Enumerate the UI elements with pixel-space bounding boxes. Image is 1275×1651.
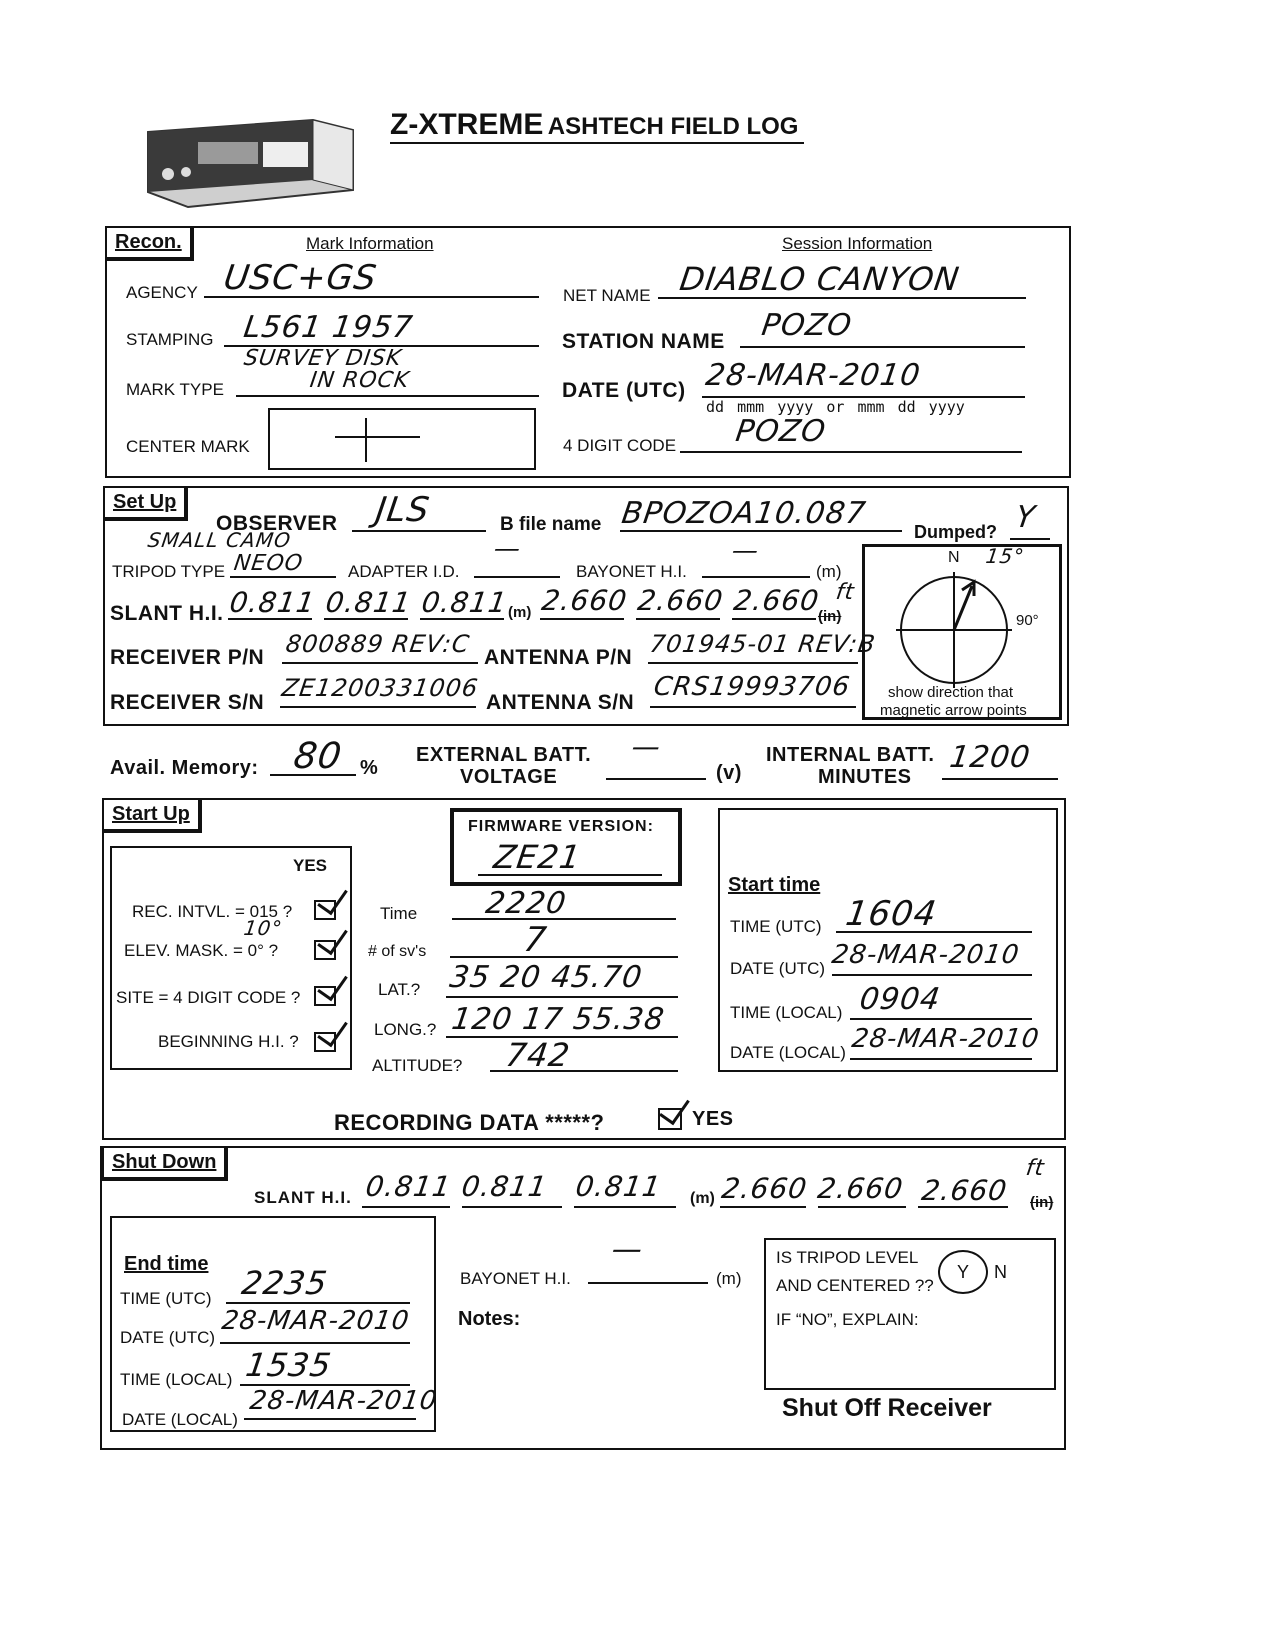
compass-north: N [948, 549, 960, 566]
bfile-value[interactable]: BPOZOA10.087 [619, 496, 869, 531]
end-time-utc-label: TIME (UTC) [120, 1289, 212, 1308]
sd-slant-ft-1[interactable]: 2.660 [719, 1172, 810, 1205]
setup-bayonet-value[interactable]: — [729, 536, 762, 566]
compass-value[interactable]: 15° [984, 544, 1027, 568]
start-time-local-value[interactable]: 0904 [857, 982, 943, 1017]
sd-slant-m-1[interactable]: 0.811 [363, 1170, 454, 1203]
ext-batt-line [606, 778, 706, 780]
slant-unit-ft[interactable]: ft [834, 580, 857, 605]
setup-bayonet-label: BAYONET H.I. [576, 562, 687, 581]
receiver-photo [138, 112, 360, 212]
int-batt-value[interactable]: 1200 [947, 740, 1033, 775]
antenna-pn-value[interactable]: 701945-01 REV:B [648, 630, 878, 658]
slant-ft-line-2 [636, 618, 720, 620]
agency-label: AGENCY [126, 283, 198, 302]
station-name-line [740, 346, 1025, 348]
setup-bayonet-unit: (m) [816, 562, 842, 581]
net-name-value[interactable]: DIABLO CANYON [677, 260, 963, 298]
sd-slant-m-3[interactable]: 0.811 [573, 1170, 664, 1203]
memory-value[interactable]: 80 [291, 736, 345, 777]
notes-label: Notes: [458, 1308, 521, 1330]
slant-unit-in: (in) [818, 608, 842, 625]
yes-header: YES [293, 856, 328, 875]
mark-type-value-1[interactable]: SURVEY DISK [242, 346, 404, 371]
start-time-utc-value[interactable]: 1604 [843, 894, 940, 934]
receiver-pn-line [282, 662, 478, 664]
slant-ft-line-3 [732, 618, 816, 620]
form-title [390, 108, 804, 144]
station-name-value[interactable]: POZO [759, 308, 855, 343]
sd-slant-ft-line-2 [818, 1206, 906, 1208]
firmware-label: FIRMWARE VERSION: [468, 818, 654, 835]
firmware-value[interactable]: ZE21 [491, 838, 584, 876]
mark-type-line [236, 395, 539, 397]
start-time-local-label: TIME (LOCAL) [730, 1003, 843, 1022]
stamping-label: STAMPING [126, 330, 214, 349]
setup-label: Set Up [103, 486, 188, 521]
sd-unit-m: (m) [690, 1190, 715, 1207]
adapter-label: ADAPTER I.D. [348, 562, 460, 581]
end-time-utc-value[interactable]: 2235 [239, 1264, 331, 1302]
ext-batt-label-1: EXTERNAL BATT. [416, 744, 592, 766]
long-label: LONG.? [374, 1020, 437, 1039]
antenna-sn-line [650, 706, 856, 708]
receiver-pn-value[interactable]: 800889 REV:C [284, 630, 472, 658]
tripod-label: TRIPOD TYPE [112, 562, 226, 581]
adapter-line [474, 576, 560, 578]
sd-unit-in: (in) [1030, 1194, 1054, 1211]
start-time-header: Start time [728, 874, 821, 896]
sd-slant-m-line-1 [362, 1206, 450, 1208]
date-utc-label: DATE (UTC) [562, 379, 686, 402]
agency-value[interactable]: USC+GS [221, 258, 380, 298]
date-format-hint: dd mmm yyyy or mmm dd yyyy [706, 398, 965, 416]
date-utc-value[interactable]: 28-MAR-2010 [703, 358, 923, 393]
rec-intvl-label: REC. INTVL. = 015 ? [132, 902, 293, 921]
sd-slant-ft-2[interactable]: 2.660 [815, 1172, 906, 1205]
slant-ft-1[interactable]: 2.660 [539, 584, 630, 617]
sd-slant-ft-3[interactable]: 2.660 [919, 1174, 1010, 1207]
antenna-sn-label: ANTENNA S/N [486, 691, 635, 714]
lat-value[interactable]: 35 20 45.70 [447, 960, 645, 995]
adapter-value[interactable]: — [491, 534, 524, 564]
shutoff-label: Shut Off Receiver [782, 1394, 992, 1422]
tripod-q-1: IS TRIPOD LEVEL [776, 1248, 919, 1267]
code-line [680, 451, 1022, 453]
sd-slant-m-line-2 [462, 1206, 562, 1208]
dumped-label: Dumped? [914, 522, 997, 542]
sd-bayonet-line [588, 1282, 708, 1284]
site-label: SITE = 4 DIGIT CODE ? [116, 988, 301, 1007]
sd-slant-m-2[interactable]: 0.811 [459, 1170, 550, 1203]
sd-bayonet-unit: (m) [716, 1269, 742, 1288]
recording-yes: YES [692, 1108, 734, 1130]
end-date-utc-line [220, 1342, 410, 1344]
shutdown-label: Shut Down [102, 1146, 228, 1181]
tripod-q-2: AND CENTERED ?? [776, 1276, 934, 1295]
antenna-sn-value[interactable]: CRS19993706 [651, 672, 853, 702]
end-date-utc-value[interactable]: 28-MAR-2010 [219, 1306, 412, 1336]
compass-caption-1: show direction that [888, 684, 1014, 701]
notes-area[interactable] [456, 1336, 752, 1432]
svs-line [450, 956, 678, 958]
begin-hi-label: BEGINNING H.I. ? [158, 1032, 299, 1051]
long-value[interactable]: 120 17 55.38 [449, 1002, 667, 1037]
observer-label: OBSERVER [216, 512, 338, 535]
ext-batt-label-2: VOLTAGE [460, 766, 558, 788]
slant-ft-2[interactable]: 2.660 [635, 584, 726, 617]
mark-info-heading: Mark Information [306, 234, 434, 253]
alt-label: ALTITUDE? [372, 1056, 463, 1075]
code-label: 4 DIGIT CODE [563, 436, 677, 455]
end-time-utc-line [226, 1302, 410, 1304]
antenna-pn-line [648, 662, 858, 664]
tripod-value[interactable]: NEOO [232, 551, 305, 576]
tripod-yes: Y [957, 1262, 970, 1282]
start-date-utc-label: DATE (UTC) [730, 959, 826, 978]
recording-label: RECORDING DATA *****? [334, 1110, 605, 1135]
alt-value[interactable]: 742 [503, 1036, 573, 1074]
start-date-utc-line [832, 974, 1032, 976]
dumped-value[interactable]: Y [1013, 500, 1038, 535]
start-date-utc-value[interactable]: 28-MAR-2010 [829, 940, 1022, 970]
compass-diagram[interactable] [896, 572, 1012, 688]
start-time-local-line [850, 1018, 1032, 1020]
end-date-utc-label: DATE (UTC) [120, 1328, 216, 1347]
center-mark-box[interactable] [268, 408, 536, 470]
sd-bayonet-value[interactable]: — [609, 1232, 646, 1267]
mark-type-label: MARK TYPE [126, 380, 224, 399]
end-date-local-line [244, 1418, 416, 1420]
memory-label: Avail. Memory: [110, 757, 259, 779]
title-brand: Z-XTREME [390, 108, 544, 141]
station-name-label: STATION NAME [562, 330, 725, 353]
sd-slant-label: SLANT H.I. [254, 1188, 352, 1207]
explain-label: IF “NO”, EXPLAIN: [776, 1310, 919, 1329]
bfile-label: B file name [500, 514, 602, 535]
slant-m-1[interactable]: 0.811 [227, 586, 318, 619]
slant-m-2[interactable]: 0.811 [323, 586, 414, 619]
sd-bayonet-label: BAYONET H.I. [460, 1269, 571, 1288]
start-date-local-value[interactable]: 28-MAR-2010 [849, 1024, 1042, 1054]
recon-label: Recon. [105, 226, 194, 261]
code-value[interactable]: POZO [733, 414, 829, 449]
start-date-local-label: DATE (LOCAL) [730, 1043, 846, 1062]
end-date-local-label: DATE (LOCAL) [122, 1410, 238, 1429]
compass-caption-2: magnetic arrow points [880, 702, 1027, 719]
start-time-utc-label: TIME (UTC) [730, 917, 822, 936]
receiver-sn-label: RECEIVER S/N [110, 691, 265, 714]
center-mark-label: CENTER MARK [126, 437, 250, 456]
tripod-line [230, 576, 336, 578]
ext-batt-unit: (v) [716, 762, 742, 784]
session-info-heading: Session Information [782, 234, 933, 253]
sd-slant-ft-line-1 [720, 1206, 806, 1208]
dumped-line [1010, 538, 1050, 540]
antenna-pn-label: ANTENNA P/N [484, 646, 633, 669]
time-label: Time [380, 904, 418, 923]
observer-line [352, 530, 486, 532]
lat-line [446, 996, 678, 998]
elev-mask-correction[interactable]: 10° [242, 916, 285, 940]
tripod-note[interactable]: SMALL CAMO [146, 528, 293, 552]
setup-bayonet-line [702, 576, 810, 578]
int-batt-line [942, 778, 1058, 780]
elev-mask-label: ELEV. MASK. = 0° ? [124, 941, 279, 960]
compass-90: 90° [1016, 612, 1039, 629]
ext-batt-value[interactable]: — [629, 730, 664, 763]
slant-label: SLANT H.I. [110, 602, 224, 625]
receiver-sn-value[interactable]: ZE1200331006 [280, 674, 481, 702]
end-date-local-value[interactable]: 28-MAR-2010 [247, 1386, 440, 1416]
svs-value[interactable]: 7 [521, 920, 550, 960]
sd-unit-ft[interactable]: ft [1024, 1156, 1047, 1181]
receiver-pn-label: RECEIVER P/N [110, 646, 265, 669]
slant-m-3[interactable]: 0.811 [419, 586, 510, 619]
observer-value[interactable]: JLS [373, 490, 433, 530]
slant-unit-m: (m) [508, 604, 532, 621]
start-date-local-line [850, 1058, 1032, 1060]
time-value[interactable]: 2220 [483, 886, 569, 921]
memory-unit: % [360, 757, 379, 779]
slant-ft-line-1 [540, 618, 624, 620]
end-time-local-value[interactable]: 1535 [243, 1346, 335, 1384]
mark-type-value-2[interactable]: IN ROCK [308, 368, 412, 393]
svs-label: # of sv's [368, 943, 427, 960]
title-rest: ASHTECH FIELD LOG [547, 113, 799, 140]
lat-label: LAT.? [378, 980, 421, 999]
int-batt-label-1: INTERNAL BATT. [766, 744, 935, 766]
receiver-sn-line [280, 706, 476, 708]
startup-label: Start Up [102, 798, 202, 833]
stamping-value[interactable]: L561 1957 [241, 310, 416, 345]
net-name-label: NET NAME [563, 286, 651, 305]
int-batt-label-2: MINUTES [818, 766, 912, 788]
slant-ft-3[interactable]: 2.660 [731, 584, 822, 617]
end-time-header: End time [124, 1253, 209, 1275]
end-time-local-label: TIME (LOCAL) [120, 1370, 233, 1389]
tripod-no: N [994, 1262, 1007, 1282]
sd-slant-m-line-3 [574, 1206, 676, 1208]
